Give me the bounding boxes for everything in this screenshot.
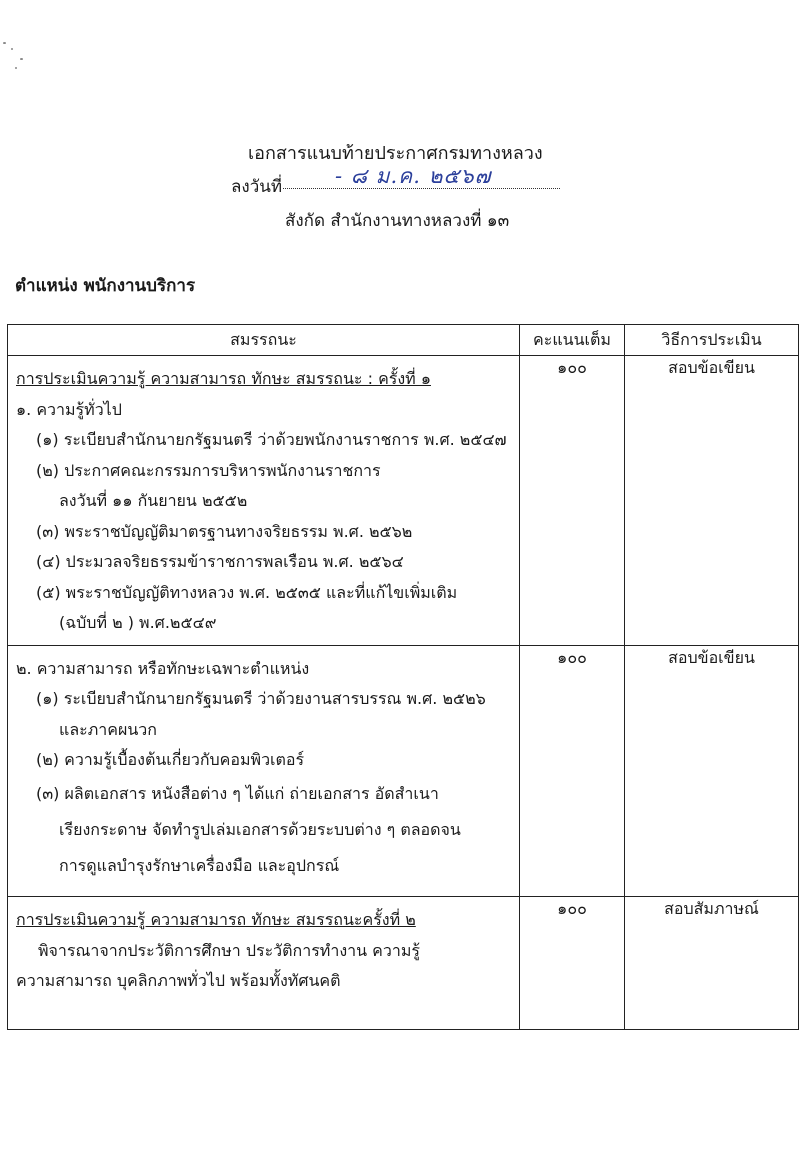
scan-speck [20, 58, 23, 60]
score-cell: ๑๐๐ [520, 356, 625, 646]
header-full-score: คะแนนเต็ม [520, 325, 625, 356]
section-heading: การประเมินความรู้ ความสามารถ ทักษะ สมรรถนะครั้งที่ ๒ [16, 910, 416, 930]
method-cell: สอบข้อเขียน [625, 356, 799, 646]
date-label: ลงวันที่ [231, 177, 283, 197]
list-item: (๓) พระราชบัญญัติมาตรฐานทางจริยธรรม พ.ศ. ๒๕๖๒ [36, 521, 413, 541]
item-title: ๑. ความรู้ทั่วไป [16, 399, 122, 419]
document-title: เอกสารแนบท้ายประกาศกรมทางหลวง [248, 143, 543, 164]
list-item: เรียงกระดาษ จัดทำรูปเล่มเอกสารด้วยระบบต่าง ๆ ตลอดจน [59, 819, 461, 839]
list-item: (๒) ประกาศคณะกรรมการบริหารพนักงานราชการ [36, 460, 381, 480]
competency-table [7, 324, 799, 1030]
item-title: ๒. ความสามารถ หรือทักษะเฉพาะตำแหน่ง [16, 658, 310, 678]
list-item: (ฉบับที่ ๒ ) พ.ศ.๒๕๔๙ [59, 613, 217, 633]
score-cell: ๑๐๐ [520, 645, 625, 896]
scan-speck [11, 48, 13, 50]
table-row [8, 356, 799, 646]
paragraph-line: ความสามารถ บุคลิกภาพทั่วไป พร้อมทั้งทัศนคติ [16, 971, 341, 991]
list-item: และภาคผนวก [59, 719, 157, 739]
document-subtitle: สังกัด สำนักงานทางหลวงที่ ๑๓ [285, 211, 510, 231]
list-item: (๔) ประมวลจริยธรรมข้าราชการพลเรือน พ.ศ. ๒๕๖๔ [36, 552, 404, 572]
list-item: (๓) ผลิตเอกสาร หนังสือต่าง ๆ ได้แก่ ถ่ายเอกสาร อัดสำเนา [36, 783, 439, 803]
list-item: (๑) ระเบียบสำนักนายกรัฐมนตรี ว่าด้วยงานสารบรรณ พ.ศ. ๒๕๒๖ [36, 689, 486, 709]
table-header-row [8, 325, 799, 356]
competency-cell [8, 897, 520, 1030]
table-row [8, 645, 799, 896]
header-competency: สมรรถนะ [8, 325, 520, 356]
list-item: ลงวันที่ ๑๑ กันยายน ๒๕๕๒ [59, 491, 248, 511]
handwritten-date: - ๘ ม.ค. ๒๕๖๗ [335, 164, 492, 188]
list-item: (๕) พระราชบัญญัติทางหลวง พ.ศ. ๒๕๓๕ และที่แก้ไขเพิ่มเติม [36, 582, 458, 602]
method-cell: สอบข้อเขียน [625, 645, 799, 896]
table-row [8, 897, 799, 1030]
list-item: การดูแลบำรุงรักษาเครื่องมือ และอุปกรณ์ [59, 855, 340, 875]
scan-speck [15, 67, 17, 69]
method-cell: สอบสัมภาษณ์ [625, 897, 799, 1030]
scan-speck [3, 42, 6, 44]
list-item: (๒) ความรู้เบื้องต้นเกี่ยวกับคอมพิวเตอร์ [36, 750, 305, 770]
competency-cell [8, 356, 520, 646]
section-heading: การประเมินความรู้ ความสามารถ ทักษะ สมรรถนะ : ครั้งที่ ๑ [16, 369, 431, 389]
list-item: (๑) ระเบียบสำนักนายกรัฐมนตรี ว่าด้วยพนักงานราชการ พ.ศ. ๒๕๔๗ [36, 430, 507, 450]
score-cell: ๑๐๐ [520, 897, 625, 1030]
position-title: ตำแหน่ง พนักงานบริการ [15, 276, 196, 296]
paragraph-line: พิจารณาจากประวัติการศึกษา ประวัติการทำงาน ความรู้ [38, 940, 420, 960]
competency-cell [8, 645, 520, 896]
header-method: วิธีการประเมิน [625, 325, 799, 356]
